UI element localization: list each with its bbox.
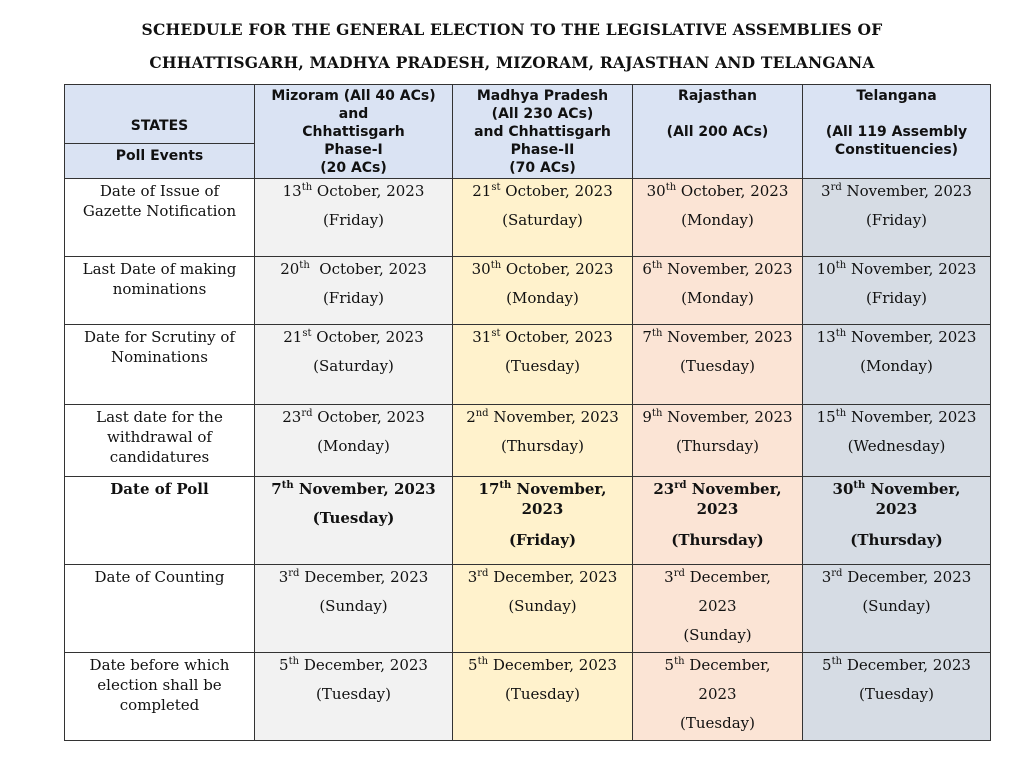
poll-event-cell	[65, 565, 255, 653]
date-month-year: October, 2023	[676, 182, 789, 200]
document-title-line-1: SCHEDULE FOR THE GENERAL ELECTION TO THE LEGISLATIVE ASSEMBLIES OF	[141, 20, 883, 39]
column-header-line: Constituencies)	[834, 142, 959, 158]
date-month-year: December, 2023	[299, 656, 428, 674]
column-header-line: Phase-II	[510, 142, 575, 158]
schedule-row	[65, 653, 991, 741]
document-title-line-2: CHHATTISGARH, MADHYA PRADESH, MIZORAM, RAJASTHAN AND TELANGANA	[149, 53, 875, 72]
date-number: 21	[472, 182, 492, 200]
ordinal-suffix: th	[281, 480, 294, 491]
weekday-text: (Tuesday)	[505, 685, 580, 703]
date-text	[633, 565, 802, 587]
date-text	[803, 477, 990, 499]
date-number: 5	[822, 656, 832, 674]
weekday-text: (Saturday)	[313, 357, 394, 375]
weekday-text: (Friday)	[322, 211, 385, 229]
column-header-line: and	[338, 106, 369, 122]
poll-event-label: Date of Counting	[94, 568, 225, 586]
date-cell	[255, 405, 453, 477]
weekday-text: (Tuesday)	[680, 357, 755, 375]
weekday-text: (Friday)	[865, 211, 928, 229]
date-month-year: October, 2023	[311, 328, 424, 346]
poll-event-cell	[65, 653, 255, 741]
column-header-telangana	[803, 85, 991, 179]
ordinal-suffix: rd	[477, 568, 489, 579]
date-cell	[803, 405, 991, 477]
date-month-year: November,	[865, 480, 961, 498]
election-schedule-table	[64, 84, 991, 741]
date-text	[453, 405, 632, 427]
date-text	[453, 257, 632, 279]
date-text	[803, 325, 990, 347]
poll-event-label: nominations	[112, 280, 207, 298]
date-text	[633, 477, 802, 499]
weekday-text: (Friday)	[865, 289, 928, 307]
date-month-year: December, 2023	[488, 656, 617, 674]
poll-event-label: Last date for the	[96, 408, 223, 426]
column-header-line: (20 ACs)	[320, 160, 387, 176]
date-cell	[803, 653, 991, 741]
date-number: 15	[816, 408, 836, 426]
column-header-mp-chhattisgarh-2	[453, 85, 633, 179]
weekday-text: (Monday)	[681, 289, 754, 307]
date-number: 21	[283, 328, 303, 346]
weekday-text: (Thursday)	[850, 531, 943, 549]
date-cell	[633, 257, 803, 325]
date-text	[255, 405, 452, 427]
date-number: 2	[466, 408, 476, 426]
column-header-rajasthan	[633, 85, 803, 179]
ordinal-suffix: st	[491, 328, 501, 339]
column-header-line: Phase-I	[324, 142, 383, 158]
date-number: 3	[467, 568, 478, 586]
date-text	[803, 405, 990, 427]
date-cell	[803, 477, 991, 565]
date-month-year: November, 2023	[662, 408, 793, 426]
ordinal-suffix: rd	[673, 568, 685, 579]
poll-event-cell	[65, 257, 255, 325]
date-month-year: November, 2023	[841, 182, 972, 200]
date-month-year: December,	[684, 568, 771, 586]
date-number: 23	[282, 408, 302, 426]
poll-event-label: withdrawal of	[107, 428, 212, 446]
weekday-text: (Sunday)	[319, 597, 388, 615]
poll-events-header-cell	[65, 144, 255, 179]
poll-event-label: completed	[119, 696, 200, 714]
date-number: 31	[472, 328, 492, 346]
column-header-line: Mizoram (All 40 ACs)	[271, 88, 436, 104]
date-cell	[453, 179, 633, 257]
ordinal-suffix: th	[651, 260, 663, 271]
date-cell	[803, 179, 991, 257]
date-month-year: October, 2023	[500, 328, 613, 346]
column-header-line	[803, 105, 990, 123]
date-cell	[453, 405, 633, 477]
date-text	[633, 653, 802, 675]
poll-event-label: Gazette Notification	[82, 202, 237, 220]
weekday-text: (Tuesday)	[312, 509, 395, 527]
date-number: 17	[478, 480, 500, 498]
weekday-text: (Sunday)	[862, 597, 931, 615]
schedule-row	[65, 565, 991, 653]
ordinal-suffix: th	[301, 182, 313, 193]
date-month-year: December, 2023	[299, 568, 429, 586]
schedule-row	[65, 257, 991, 325]
date-cell	[453, 477, 633, 565]
date-year-line: 2023	[696, 500, 739, 518]
date-number: 5	[664, 656, 675, 674]
date-number: 3	[821, 182, 831, 200]
weekday-text: (Thursday)	[676, 437, 759, 455]
ordinal-suffix: rd	[301, 408, 313, 419]
ordinal-suffix: th	[477, 656, 489, 667]
date-text	[633, 405, 802, 427]
weekday-text: (Monday)	[506, 289, 579, 307]
date-text	[453, 179, 632, 201]
schedule-row	[65, 477, 991, 565]
date-year-line: 2023	[875, 500, 918, 518]
column-header-line: (All 200 ACs)	[666, 124, 769, 140]
date-month-year: November, 2023	[846, 260, 977, 278]
header-row	[65, 85, 991, 144]
date-text	[633, 179, 802, 201]
date-year-line: 2023	[521, 500, 564, 518]
column-header-line: Madhya Pradesh	[476, 88, 609, 104]
date-text	[255, 477, 452, 499]
poll-event-label: election shall be	[97, 676, 222, 694]
date-number: 9	[642, 408, 652, 426]
poll-event-label: candidatures	[109, 448, 210, 466]
poll-event-cell	[65, 179, 255, 257]
date-cell	[255, 257, 453, 325]
weekday-text: (Friday)	[322, 289, 385, 307]
column-header-mizoram-chhattisgarh-1	[255, 85, 453, 179]
date-year-line: 2023	[698, 597, 737, 615]
date-month-year: October, 2023	[501, 260, 614, 278]
date-number: 3	[278, 568, 289, 586]
ordinal-suffix: th	[499, 480, 512, 491]
ordinal-suffix: th	[831, 656, 843, 667]
date-month-year: November, 2023	[488, 408, 619, 426]
ordinal-suffix: th	[835, 408, 847, 419]
ordinal-suffix: th	[651, 328, 663, 339]
date-month-year: November, 2023	[662, 328, 793, 346]
poll-event-label: Date of Poll	[110, 480, 209, 498]
date-cell	[633, 325, 803, 405]
schedule-row	[65, 405, 991, 477]
date-cell	[803, 565, 991, 653]
ordinal-suffix: th	[835, 260, 847, 271]
date-text	[453, 477, 632, 499]
poll-event-cell	[65, 325, 255, 405]
date-cell	[255, 477, 453, 565]
ordinal-suffix: rd	[831, 568, 843, 579]
date-text	[633, 257, 802, 279]
date-number: 5	[279, 656, 289, 674]
date-cell	[255, 325, 453, 405]
column-header-line: and Chhattisgarh	[474, 124, 611, 140]
weekday-text: (Friday)	[508, 531, 577, 549]
date-cell	[453, 653, 633, 741]
weekday-text: (Monday)	[681, 211, 754, 229]
date-month-year: October, 2023	[312, 182, 425, 200]
date-number: 13	[816, 328, 836, 346]
date-month-year: October, 2023	[309, 260, 427, 278]
poll-events-label: Poll Events	[115, 148, 204, 164]
weekday-text: (Sunday)	[508, 597, 577, 615]
weekday-text: (Thursday)	[501, 437, 584, 455]
date-number: 3	[664, 568, 674, 586]
date-number: 6	[642, 260, 652, 278]
date-text	[633, 325, 802, 347]
column-header-line: Chhattisgarh	[302, 124, 405, 140]
weekday-text: (Tuesday)	[680, 714, 755, 732]
ordinal-suffix: nd	[475, 408, 489, 419]
ordinal-suffix: th	[665, 182, 677, 193]
date-cell	[453, 565, 633, 653]
weekday-text: (Monday)	[317, 437, 390, 455]
date-number: 10	[816, 260, 836, 278]
ordinal-suffix: rd	[288, 568, 300, 579]
date-cell	[803, 325, 991, 405]
column-header-line	[633, 105, 802, 123]
date-number: 30	[646, 182, 666, 200]
poll-event-label: Date for Scrutiny of	[84, 328, 235, 346]
ordinal-suffix: st	[491, 182, 501, 193]
date-cell	[255, 565, 453, 653]
date-month-year: November, 2023	[846, 408, 977, 426]
date-month-year: November,	[511, 480, 607, 498]
poll-event-label: Nominations	[111, 348, 208, 366]
date-text	[255, 325, 452, 347]
column-header-line: (All 119 Assembly	[825, 124, 968, 140]
ordinal-suffix: st	[302, 328, 312, 339]
weekday-text: (Monday)	[860, 357, 933, 375]
ordinal-suffix: rd	[674, 480, 687, 491]
date-text	[803, 653, 990, 675]
schedule-row	[65, 325, 991, 405]
date-number: 7	[642, 328, 652, 346]
date-cell	[633, 565, 803, 653]
weekday-text: (Tuesday)	[505, 357, 580, 375]
date-text	[255, 257, 452, 279]
poll-event-label: Date before which	[89, 656, 230, 674]
date-number: 20	[280, 260, 300, 278]
column-header-line: Rajasthan	[678, 88, 757, 104]
date-cell	[803, 257, 991, 325]
date-number: 13	[282, 182, 302, 200]
date-cell	[453, 325, 633, 405]
date-number: 7	[271, 480, 282, 498]
weekday-text: (Sunday)	[683, 626, 752, 644]
date-text	[255, 653, 452, 675]
date-cell	[633, 179, 803, 257]
date-text	[803, 565, 990, 587]
weekday-text: (Tuesday)	[859, 685, 934, 703]
date-cell	[255, 179, 453, 257]
ordinal-suffix: th	[835, 328, 847, 339]
date-cell	[633, 405, 803, 477]
date-month-year: October, 2023	[312, 408, 425, 426]
states-label: STATES	[130, 118, 189, 134]
weekday-text: (Wednesday)	[847, 437, 946, 455]
date-month-year: December, 2023	[488, 568, 618, 586]
date-month-year: November, 2023	[846, 328, 977, 346]
weekday-text: (Thursday)	[671, 531, 764, 549]
date-month-year: November, 2023	[293, 480, 436, 498]
ordinal-suffix: th	[674, 656, 685, 667]
date-cell	[453, 257, 633, 325]
date-text	[255, 179, 452, 201]
date-month-year: December, 2023	[842, 568, 972, 586]
weekday-text: (Saturday)	[502, 211, 583, 229]
date-year-line: 2023	[698, 685, 737, 703]
date-month-year: October, 2023	[500, 182, 613, 200]
poll-event-cell	[65, 477, 255, 565]
date-text	[803, 257, 990, 279]
date-text	[453, 565, 632, 587]
date-number: 23	[653, 480, 675, 498]
ordinal-suffix: rd	[830, 182, 842, 193]
date-cell	[633, 653, 803, 741]
poll-event-label: Date of Issue of	[99, 182, 220, 200]
ordinal-suffix: th	[299, 260, 310, 271]
date-text	[453, 325, 632, 347]
date-number: 30	[471, 260, 491, 278]
date-text	[803, 179, 990, 201]
date-number: 5	[468, 656, 478, 674]
schedule-row	[65, 179, 991, 257]
date-month-year: November, 2023	[662, 260, 793, 278]
column-header-line: (All 230 ACs)	[491, 106, 594, 122]
poll-event-label: Last Date of making	[82, 260, 237, 278]
date-number: 30	[832, 480, 854, 498]
date-text	[453, 653, 632, 675]
column-header-line: Telangana	[856, 88, 937, 104]
date-cell	[633, 477, 803, 565]
poll-event-cell	[65, 405, 255, 477]
ordinal-suffix: th	[490, 260, 502, 271]
ordinal-suffix: th	[651, 408, 663, 419]
ordinal-suffix: th	[853, 480, 866, 491]
date-text	[255, 565, 452, 587]
states-header-cell	[65, 85, 255, 144]
date-number: 3	[821, 568, 832, 586]
date-month-year: November,	[686, 480, 782, 498]
date-month-year: December,	[684, 656, 771, 674]
column-header-line: (70 ACs)	[509, 160, 576, 176]
ordinal-suffix: th	[288, 656, 300, 667]
date-month-year: December, 2023	[842, 656, 971, 674]
date-cell	[255, 653, 453, 741]
weekday-text: (Tuesday)	[316, 685, 391, 703]
